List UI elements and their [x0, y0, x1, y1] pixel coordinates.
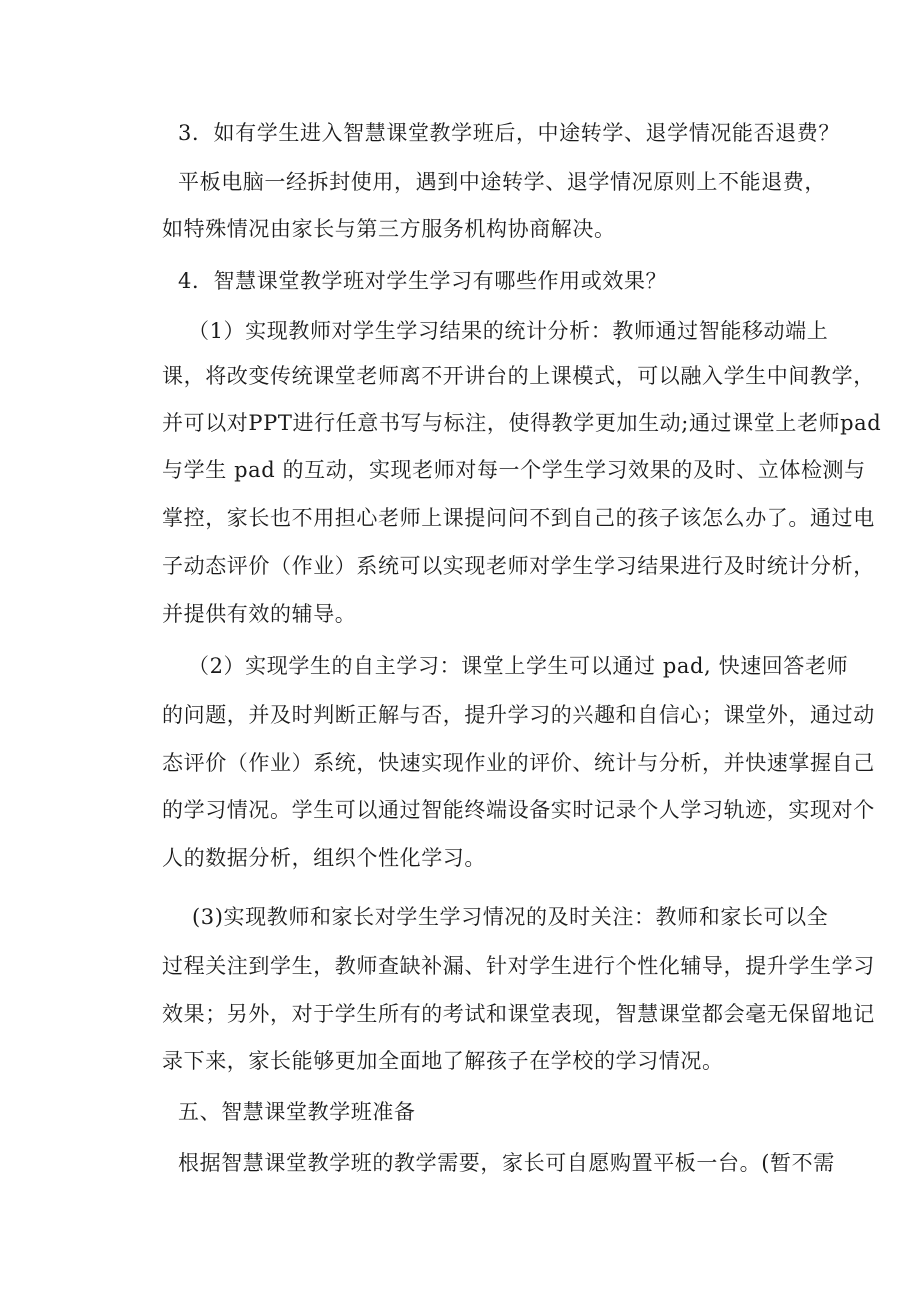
point-3-line: 效果；另外，对于学生所有的考试和课堂表现，智慧课堂都会毫无保留地记: [162, 1002, 875, 1026]
point-2-line: 态评价（作业）系统，快速实现作业的评价、统计与分析，并快速掌握自己: [162, 751, 875, 775]
point-2-line: 的学习情况。学生可以通过智能终端设备实时记录个人学习轨迹，实现对个: [162, 798, 875, 822]
section-5-heading: 五、智慧课堂教学班准备: [178, 1100, 416, 1124]
point-1-line: 并可以对PPT进行任意书写与标注，使得教学更加生动;通过课堂上老师pad: [162, 411, 882, 435]
point-1-line: 并提供有效的辅导。: [162, 602, 357, 626]
point-1-line: 掌控，家长也不用担心老师上课提问问不到自己的孩子该怎么办了。通过电: [162, 506, 875, 530]
answer-3-line: 平板电脑一经拆封使用，遇到中途转学、退学情况原则上不能退费，: [178, 170, 826, 194]
point-2-line: 人的数据分析，组织个性化学习。: [162, 846, 486, 870]
section-5-line: 根据智慧课堂教学班的教学需要，家长可自愿购置平板一台。(暂不需: [178, 1151, 835, 1175]
point-3-line: 过程关注到学生，教师查缺补漏、针对学生进行个性化辅导，提升学生学习: [162, 954, 875, 978]
question-3-heading: 3．如有学生进入智慧课堂教学班后，中途转学、退学情况能否退费？: [178, 121, 840, 145]
point-1-line: （1）实现教师对学生学习结果的统计分析：教师通过智能移动端上: [188, 319, 829, 343]
point-1-line: 子动态评价（作业）系统可以实现老师对学生学习结果进行及时统计分析，: [162, 554, 875, 578]
question-4-heading: 4．智慧课堂教学班对学生学习有哪些作用或效果？: [178, 269, 668, 293]
answer-3-line: 如特殊情况由家长与第三方服务机构协商解决。: [162, 217, 616, 241]
point-3-line: (3)实现教师和家长对学生学习情况的及时关注：教师和家长可以全: [192, 905, 829, 929]
point-3-line: 录下来，家长能够更加全面地了解孩子在学校的学习情况。: [162, 1049, 724, 1073]
point-1-line: 课，将改变传统课堂老师离不开讲台的上课模式，可以融入学生中间教学，: [162, 364, 875, 388]
point-2-line: （2）实现学生的自主学习：课堂上学生可以通过 pad, 快速回答老师: [188, 654, 849, 678]
point-2-line: 的问题，并及时判断正解与否，提升学习的兴趣和自信心；课堂外，通过动: [162, 703, 875, 727]
point-1-line: 与学生 pad 的互动，实现老师对每一个学生学习效果的及时、立体检测与: [162, 458, 866, 482]
